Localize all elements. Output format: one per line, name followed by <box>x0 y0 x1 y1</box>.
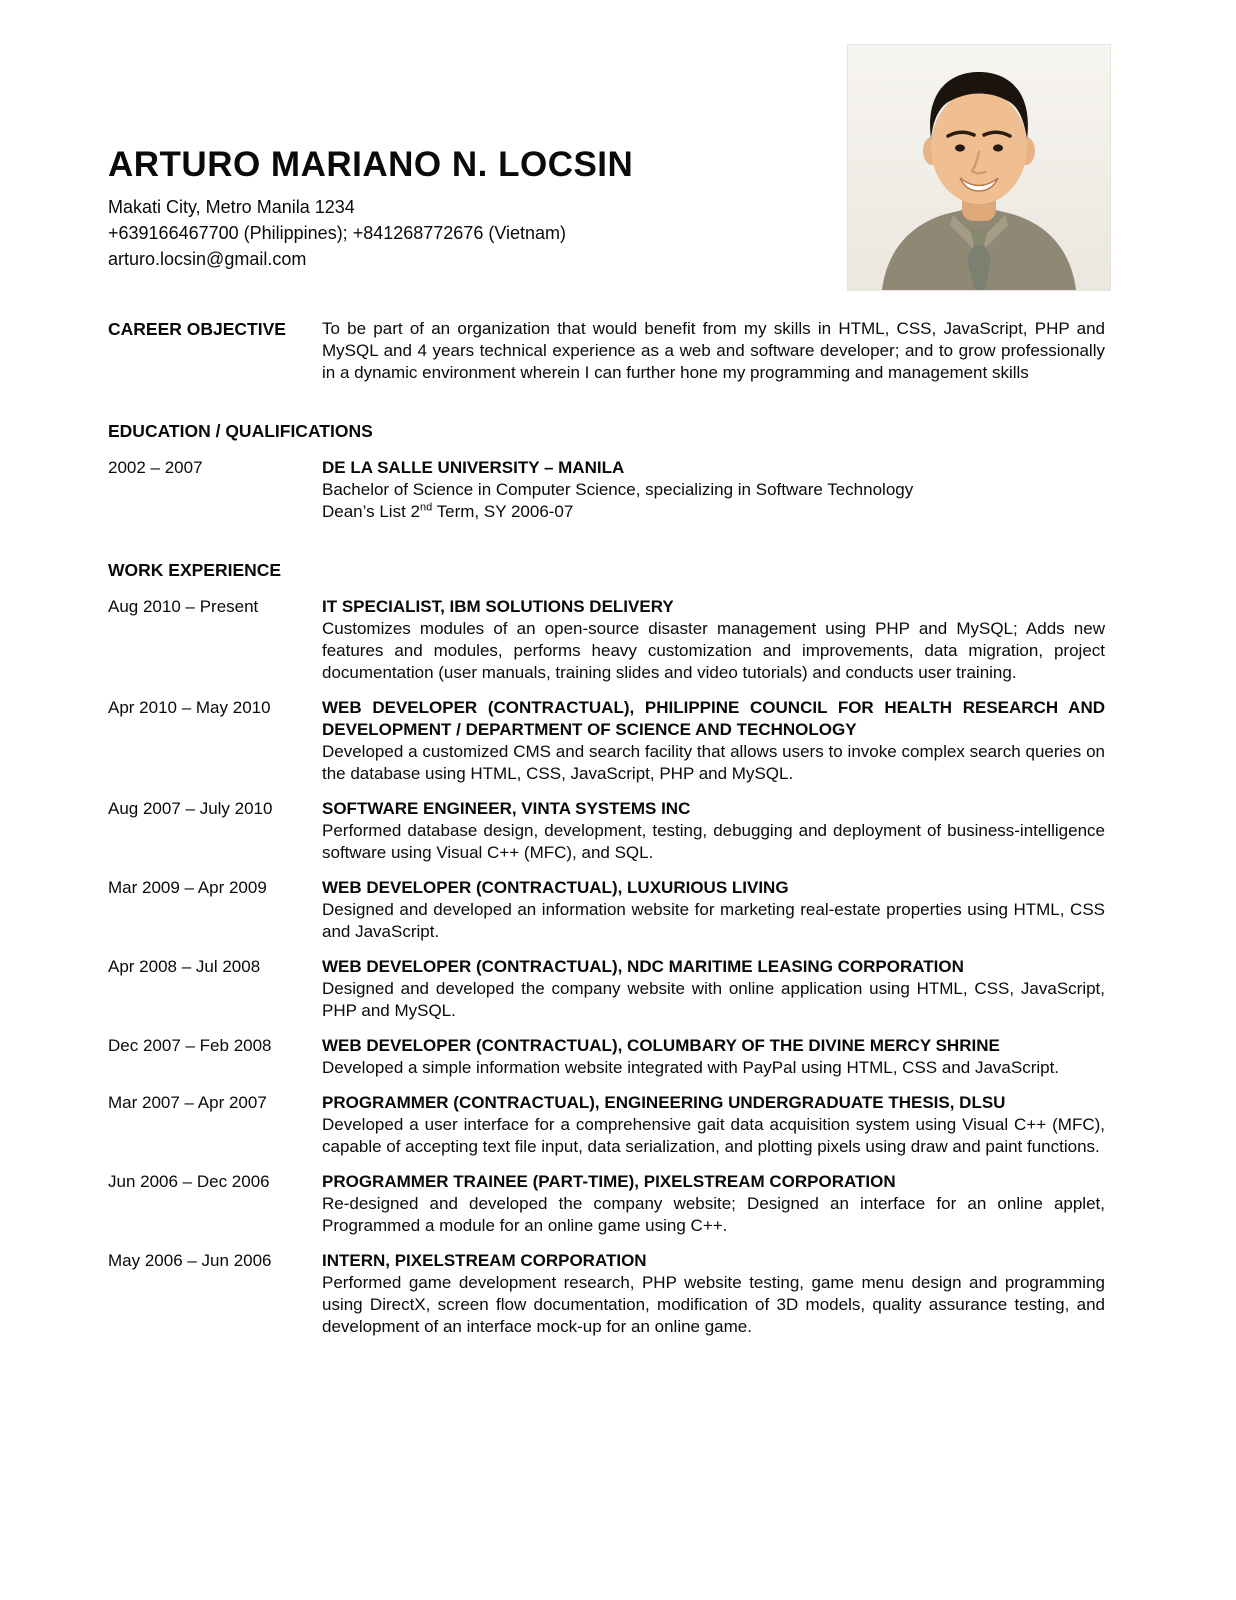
work-title: SOFTWARE ENGINEER, VINTA SYSTEMS INC <box>322 799 691 818</box>
education-honors-ordinal: nd <box>419 501 433 514</box>
work-dates: Dec 2007 – Feb 2008 <box>108 1036 272 1055</box>
work-description: Designed and developed an information website for marketing real-estate properties using HTML, CSS and JavaScript. <box>322 900 1105 941</box>
education-honors-pre: Dean’s List 2 <box>322 502 420 521</box>
applicant-photo <box>848 45 1110 290</box>
work-item <box>108 877 1105 943</box>
work-title: PROGRAMMER (CONTRACTUAL), ENGINEERING UNDERGRADUATE THESIS, DLSU <box>322 1093 1006 1112</box>
education-honors-post: Term, SY 2006-07 <box>432 502 574 521</box>
education-heading: EDUCATION / QUALIFICATIONS <box>108 421 373 441</box>
applicant-email: arturo.locsin@gmail.com <box>108 249 307 269</box>
work-description: Performed game development research, PHP website testing, game menu design and programming using DirectX, screen flow documentation, modification of 3D models, quality assurance testing, and development of an interface mock-up for an online game. <box>322 1273 1105 1336</box>
work-item <box>108 596 1105 684</box>
career-objective-label: CAREER OBJECTIVE <box>108 319 286 339</box>
education-item <box>108 457 1105 523</box>
work-item <box>108 956 1105 1022</box>
career-objective-text: To be part of an organization that would benefit from my skills in HTML, CSS, JavaScript, PHP and MySQL and 4 years technical experience as a web and software developer; and to grow professionally in a dynamic environment wherein I can further hone my programming and management skills <box>322 319 1105 382</box>
work-title: WEB DEVELOPER (CONTRACTUAL), NDC MARITIME LEASING CORPORATION <box>322 957 964 976</box>
work-title: WEB DEVELOPER (CONTRACTUAL), PHILIPPINE COUNCIL FOR HEALTH RESEARCH AND DEVELOPMENT / DEPARTMENT OF SCIENCE AND TECHNOLOGY <box>322 698 1105 739</box>
work-item <box>108 1171 1105 1237</box>
applicant-portrait-image <box>848 45 1110 290</box>
work-title: WEB DEVELOPER (CONTRACTUAL), COLUMBARY OF THE DIVINE MERCY SHRINE <box>322 1036 1000 1055</box>
work-description: Developed a user interface for a comprehensive gait data acquisition system using Visual C++ (MFC), capable of accepting text file input, data serialization, and plotting pixels using draw and paint functions. <box>322 1115 1105 1156</box>
work-dates: Mar 2009 – Apr 2009 <box>108 878 267 897</box>
work-item <box>108 1250 1105 1338</box>
work-description: Designed and developed the company website with online application using HTML, CSS, JavaScript, PHP and MySQL. <box>322 979 1105 1020</box>
education-school: DE LA SALLE UNIVERSITY – MANILA <box>322 458 625 477</box>
work-dates: Apr 2008 – Jul 2008 <box>108 957 261 976</box>
work-dates: Jun 2006 – Dec 2006 <box>108 1172 270 1191</box>
work-title: IT SPECIALIST, IBM SOLUTIONS DELIVERY <box>322 597 674 616</box>
work-description: Developed a simple information website integrated with PayPal using HTML, CSS and JavaScript. <box>322 1058 1060 1077</box>
career-objective-section <box>108 318 1105 384</box>
work-dates: Aug 2007 – July 2010 <box>108 799 273 818</box>
work-experience-heading: WORK EXPERIENCE <box>108 560 282 580</box>
education-degree: Bachelor of Science in Computer Science, specializing in Software Technology <box>322 480 914 499</box>
work-item <box>108 697 1105 785</box>
work-dates: Aug 2010 – Present <box>108 597 259 616</box>
work-title: WEB DEVELOPER (CONTRACTUAL), LUXURIOUS LIVING <box>322 878 789 897</box>
work-description: Re-designed and developed the company website; Designed an interface for an online applet, Programmed a module for an online game using C++. <box>322 1194 1105 1235</box>
work-item <box>108 1035 1105 1079</box>
applicant-phone: +639166467700 (Philippines); +841268772676 (Vietnam) <box>108 223 567 243</box>
education-dates: 2002 – 2007 <box>108 458 203 477</box>
work-description: Customizes modules of an open-source disaster management using PHP and MySQL; Adds new features and modules, performs heavy customization and improvements, data migration, project documentation (user manuals, training slides and video tutorials) and conducts user training. <box>322 619 1105 682</box>
education-honors <box>322 501 1105 523</box>
applicant-address: Makati City, Metro Manila 1234 <box>108 197 355 217</box>
work-item <box>108 1092 1105 1158</box>
work-dates: May 2006 – Jun 2006 <box>108 1251 272 1270</box>
work-description: Performed database design, development, testing, debugging and deployment of business-intelligence software using Visual C++ (MFC), and SQL. <box>322 821 1105 862</box>
work-description: Developed a customized CMS and search facility that allows users to invoke complex search queries on the database using HTML, CSS, JavaScript, PHP and MySQL. <box>322 742 1105 783</box>
work-dates: Mar 2007 – Apr 2007 <box>108 1093 267 1112</box>
work-item <box>108 798 1105 864</box>
work-title: PROGRAMMER TRAINEE (PART-TIME), PIXELSTREAM CORPORATION <box>322 1172 896 1191</box>
work-dates: Apr 2010 – May 2010 <box>108 698 271 717</box>
work-title: INTERN, PIXELSTREAM CORPORATION <box>322 1251 647 1270</box>
applicant-name: ARTURO MARIANO N. LOCSIN <box>108 145 634 184</box>
